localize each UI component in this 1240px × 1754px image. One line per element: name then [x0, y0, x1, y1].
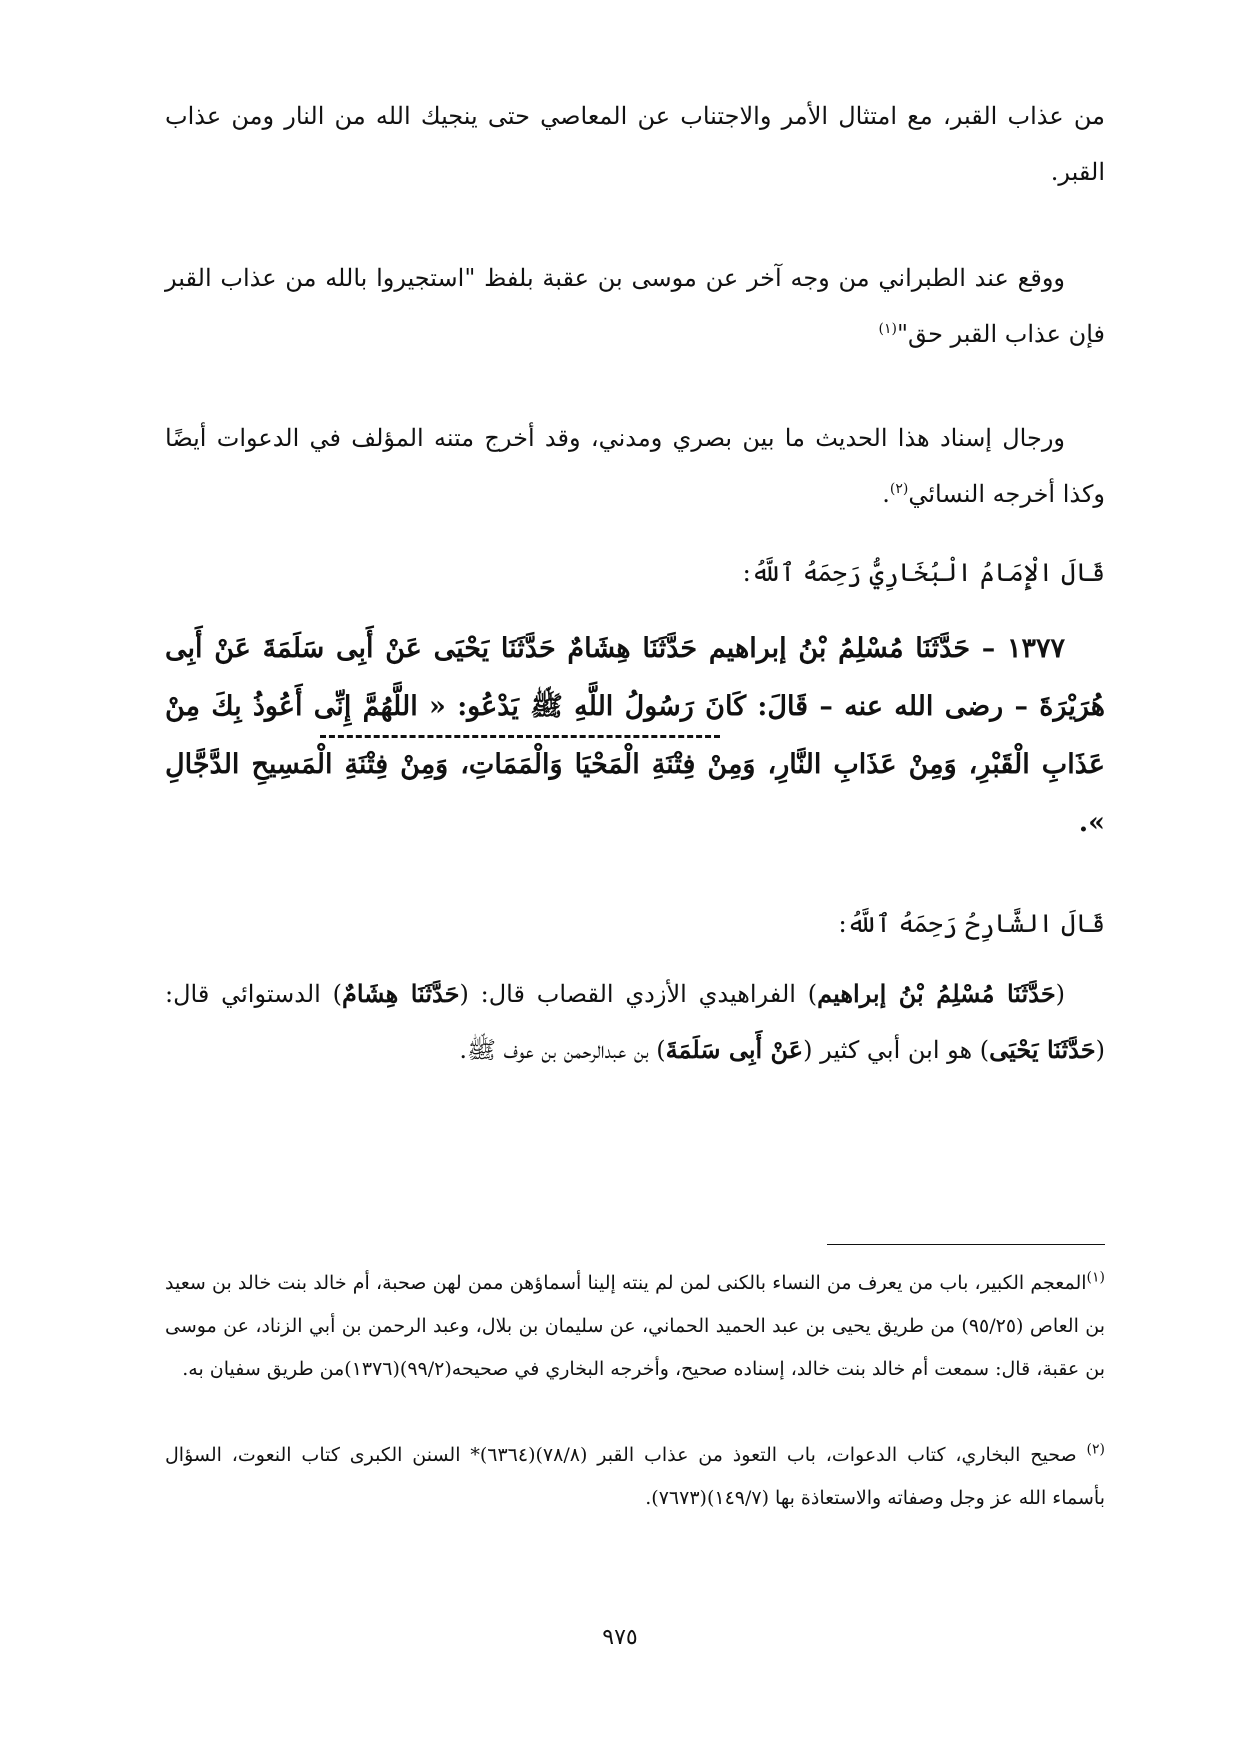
footnote-2-marker: (٢): [1086, 1441, 1105, 1458]
commentary-text-4: ) بن عبدالرحمن بن عوف ﷺ.: [459, 1036, 666, 1064]
commentary-text-1: ) الفراهيدي الأزدي القصاب قال: (: [459, 980, 818, 1008]
paragraph-isnad-text: ورجال إسناد هذا الحديث ما بين بصري ومدني، وقد أخرج متنه المؤلف في الدعوات أيضًا وكذا أخرجه النسائي: [165, 424, 1105, 508]
footnote-1: [165, 1262, 1105, 1391]
hadith-text: ١٣٧٧ – حَدَّثَنَا مُسْلِمُ بْنُ إبراهيم حَدَّثَنَا هِشَامٌ حَدَّثَنَا يَحْيَى عَنْ أَبِى سَلَمَةَ عَنْ أَبِى هُرَيْرَةَ – رضى الله عنه – قَالَ: كَانَ رَسُولُ اللَّهِ ﷺ يَدْعُو: « اللَّهُمَّ إِنِّى أَعُوذُ بِكَ مِنْ عَذَابِ الْقَبْرِ، وَمِنْ عَذَابِ النَّارِ، وَمِنْ فِتْنَةِ الْمَحْيَا وَالْمَمَاتِ، وَمِنْ فِتْنَةِ الْمَسِيحِ الدَّجَّالِ ».: [165, 633, 1105, 838]
paren: (: [1055, 980, 1066, 1008]
footnote-ref-2[interactable]: (٢): [889, 481, 909, 497]
paragraph-intro-text: من عذاب القبر، مع امتثال الأمر والاجتناب عن المعاصي حتى ينجيك الله من النار ومن عذاب القبر.: [165, 102, 1105, 186]
footnote-2: [165, 1434, 1105, 1520]
footnote-1-text: المعجم الكبير، باب من يعرف من النساء بالكنى لمن لم ينته إلينا أسماؤهن ممن لهن صحبة، أم خالد بنت خالد بن سعيد بن العاص (٩٥/٢٥) من طريق يحيى بن عبد الحميد الحماني، عن سليمان بن بلال، وعبد الرحمن بن أبي الزناد، عن موسى بن عقبة، قال: سمعت أم خالد بنت خالد، إسناده صحيح، وأخرجه البخاري في صحيحه(٩٩/٢)(١٣٧٦)من طريق سفيان به.: [165, 1272, 1105, 1380]
footnote-2-text: صحيح البخاري، كتاب الدعوات، باب التعوذ من عذاب القبر (٧٨/٨)(٦٣٦٤)* السنن الكبرى كتاب النعوت، السؤال بأسماء الله عز وجل وصفاته والاستعاذة بها (١٤٩/٧)(٧٦٧٣).: [165, 1444, 1105, 1509]
paragraph-isnad-end: .: [882, 480, 890, 508]
commentary-text-3: ) هو ابن أبي كثير (: [803, 1036, 990, 1064]
paragraph-intro: [165, 88, 1105, 200]
footnote-ref-1[interactable]: (١): [878, 321, 898, 337]
paragraph-isnad: [165, 410, 1105, 522]
narrator-yahya: حَدَّثَنَا يَحْيَى: [989, 1035, 1096, 1064]
narrator-hisham: حَدَّثَنَا هِشَامٌ: [341, 979, 460, 1008]
dashed-separator: [320, 735, 720, 738]
paragraph-tabarani-text: ووقع عند الطبراني من وجه آخر عن موسى بن عقبة بلفظ "استجيروا بالله من عذاب القبر فإن عذاب القبر حق": [165, 264, 1105, 348]
footnote-1-marker: (١): [1086, 1269, 1105, 1286]
narrator-muslim: حَدَّثَنَا مُسْلِمُ بْنُ إبراهيم: [817, 979, 1056, 1008]
commentary-text-2: ) الدستوائي قال: (: [165, 980, 1105, 1064]
heading-imam-bukhari: قَالَ الْإِمَامُ الْبُخَارِيُّ رَحِمَهُ ٱللَّهُ:: [742, 558, 1105, 587]
paragraph-tabarani: [165, 250, 1105, 362]
footnote-separator: [827, 1244, 1105, 1245]
narrator-abu-salama: عَنْ أَبِى سَلَمَةَ: [665, 1035, 804, 1064]
page-number: ٩٧٥: [602, 1625, 638, 1650]
heading-sharih: قَالَ الشَّارِحُ رَحِمَهُ ٱللَّهُ:: [838, 909, 1105, 938]
commentary-paragraph: [165, 966, 1105, 1078]
